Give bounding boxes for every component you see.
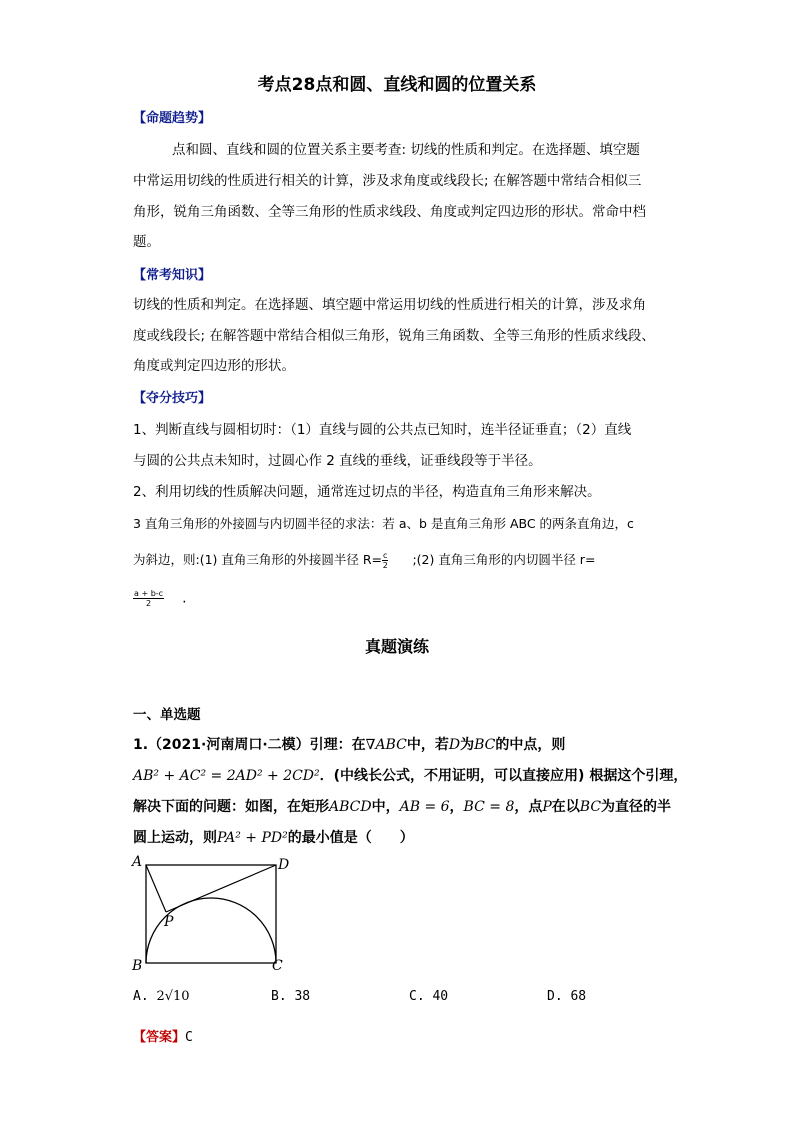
tips-line-4: 3 直角三角形的外接圆与内切圆半径的求法：若 a、b 是直角三角形 ABC 的两条直角边，c bbox=[133, 516, 634, 531]
trend-label: 【命题趋势】 bbox=[133, 111, 212, 126]
inradius-fraction bbox=[133, 589, 164, 608]
q1-l3-m1: ABCD bbox=[329, 799, 372, 815]
q1-l3-m4: P bbox=[542, 799, 552, 815]
tips-line-1: 1、判断直线与圆相切时：（1）直线与圆的公共点已知时，连半径证垂直；（2）直线 bbox=[133, 422, 632, 438]
knowledge-line-2: 度或线段长; 在解答题中常结合相似三角形，锐角三角函数、全等三角形的性质求线段、 bbox=[133, 328, 655, 344]
q1-l1-m2: D bbox=[448, 737, 461, 753]
label-d: D bbox=[278, 857, 290, 873]
q1-l2-m: AB² + AC² = 2AD² + 2CD² bbox=[133, 768, 320, 784]
trend-line-2: 中常运用切线的性质进行相关的计算，涉及求角度或线段长; 在解答题中常结合相似三 bbox=[133, 173, 642, 189]
q1-l3-m3: BC = 8 bbox=[463, 799, 515, 815]
semicircle-bc bbox=[146, 898, 276, 963]
answer-row bbox=[133, 1026, 193, 1045]
answer-label: 【答案】 bbox=[133, 1030, 186, 1045]
option-c-letter: C. bbox=[409, 989, 425, 1004]
knowledge-line-1: 切线的性质和判定。在选择题、填空题中常运用切线的性质进行相关的计算，涉及求角 bbox=[133, 297, 646, 313]
q1-l4-m: PA² + PD² bbox=[217, 830, 288, 846]
knowledge-line-3: 角度或判定四边形的形状。 bbox=[133, 358, 295, 374]
option-b-value: 38 bbox=[294, 989, 311, 1004]
label-p: P bbox=[164, 914, 174, 930]
q1-l3-c: ， bbox=[449, 799, 464, 815]
page-title: 考点28点和圆、直线和圆的位置关系 bbox=[257, 75, 537, 95]
option-b[interactable] bbox=[271, 989, 310, 1004]
q1-l3-b: 中， bbox=[371, 799, 400, 815]
q1-l3-m5: BC bbox=[579, 799, 602, 815]
question-1-line-3 bbox=[133, 796, 671, 816]
circumradius-fraction bbox=[382, 551, 388, 570]
q1-l4-a: 圆上运动，则 bbox=[133, 830, 217, 846]
label-c: C bbox=[272, 958, 283, 974]
option-d[interactable] bbox=[547, 989, 586, 1004]
option-c-value: 40 bbox=[432, 989, 449, 1004]
trend-line-4: 题。 bbox=[133, 234, 160, 250]
q1-l1-b: 中，若 bbox=[406, 737, 449, 753]
q1-l1-c: 为 bbox=[460, 737, 475, 753]
q1-l1-m3: BC bbox=[474, 737, 496, 753]
q1-l1-a: 1.（2021·河南周口·二模）引理：在 bbox=[133, 737, 366, 753]
frac2-den: 2 bbox=[145, 599, 152, 608]
q1-l3-f: 为直径的半 bbox=[601, 799, 672, 815]
tips-line-5-prefix: 为斜边，则:(1) 直角三角形的外接圆半径 R= bbox=[133, 552, 383, 567]
option-d-letter: D. bbox=[547, 989, 563, 1004]
option-a-letter: A. bbox=[133, 989, 149, 1004]
label-b: B bbox=[132, 958, 143, 974]
option-a[interactable] bbox=[133, 989, 190, 1004]
tips-label: 【夺分技巧】 bbox=[133, 391, 212, 406]
frac1-den: 2 bbox=[382, 561, 388, 570]
segment-pd bbox=[166, 865, 276, 912]
q1-l3-a: 解决下面的问题：如图，在矩形 bbox=[133, 799, 329, 815]
tips-line-3: 2、利用切线的性质解决问题，通常连过切点的半径，构造直角三角形来解决。 bbox=[133, 484, 601, 500]
segment-pa bbox=[146, 865, 166, 912]
label-a: A bbox=[132, 854, 143, 870]
knowledge-label: 【常考知识】 bbox=[133, 268, 212, 283]
q1-l2-t: ．(中线长公式，不用证明，可以直接应用) 根据这个引理， bbox=[319, 768, 688, 784]
practice-heading: 真题演练 bbox=[364, 637, 429, 656]
tips-line-6 bbox=[133, 588, 187, 608]
option-c[interactable] bbox=[409, 989, 448, 1004]
trend-line-1: 点和圆、直线和圆的位置关系主要考查: 切线的性质和判定。在选择题、填空题 bbox=[172, 142, 640, 158]
tips-line-5 bbox=[133, 550, 595, 570]
q1-l1-d: 的中点，则 bbox=[495, 737, 566, 753]
option-a-value: 2√10 bbox=[156, 989, 190, 1004]
q1-l3-m2: AB = 6 bbox=[399, 799, 450, 815]
answer-value: C bbox=[185, 1030, 193, 1045]
tips-line-2: 与圆的公共点未知时，过圆心作 2 直线的垂线，证垂线段等于半径。 bbox=[133, 453, 542, 469]
q1-l4-b: 的最小值是（ ） bbox=[287, 830, 414, 846]
q1-l3-e: 在以 bbox=[551, 799, 580, 815]
section-single-choice: 一、单选题 bbox=[133, 707, 201, 723]
rectangle-semicircle-figure bbox=[128, 850, 298, 975]
tips-line-6-end: . bbox=[182, 590, 187, 607]
q1-l3-d: ，点 bbox=[514, 799, 543, 815]
frac2-num: a + b-c bbox=[134, 589, 164, 598]
q1-l1-m1: ∇ABC bbox=[365, 737, 407, 753]
option-b-letter: B. bbox=[271, 989, 287, 1004]
tips-line-5-suffix: ;(2) 直角三角形的内切圆半径 r= bbox=[412, 552, 596, 567]
trend-line-3: 角形，锐角三角函数、全等三角形的性质求线段、角度或判定四边形的形状。常命中档 bbox=[133, 204, 646, 220]
question-1-line-1 bbox=[133, 734, 565, 754]
question-1-line-4 bbox=[133, 827, 414, 847]
option-d-value: 68 bbox=[570, 989, 587, 1004]
question-1-line-2 bbox=[133, 765, 687, 785]
frac1-num: c bbox=[383, 551, 388, 560]
